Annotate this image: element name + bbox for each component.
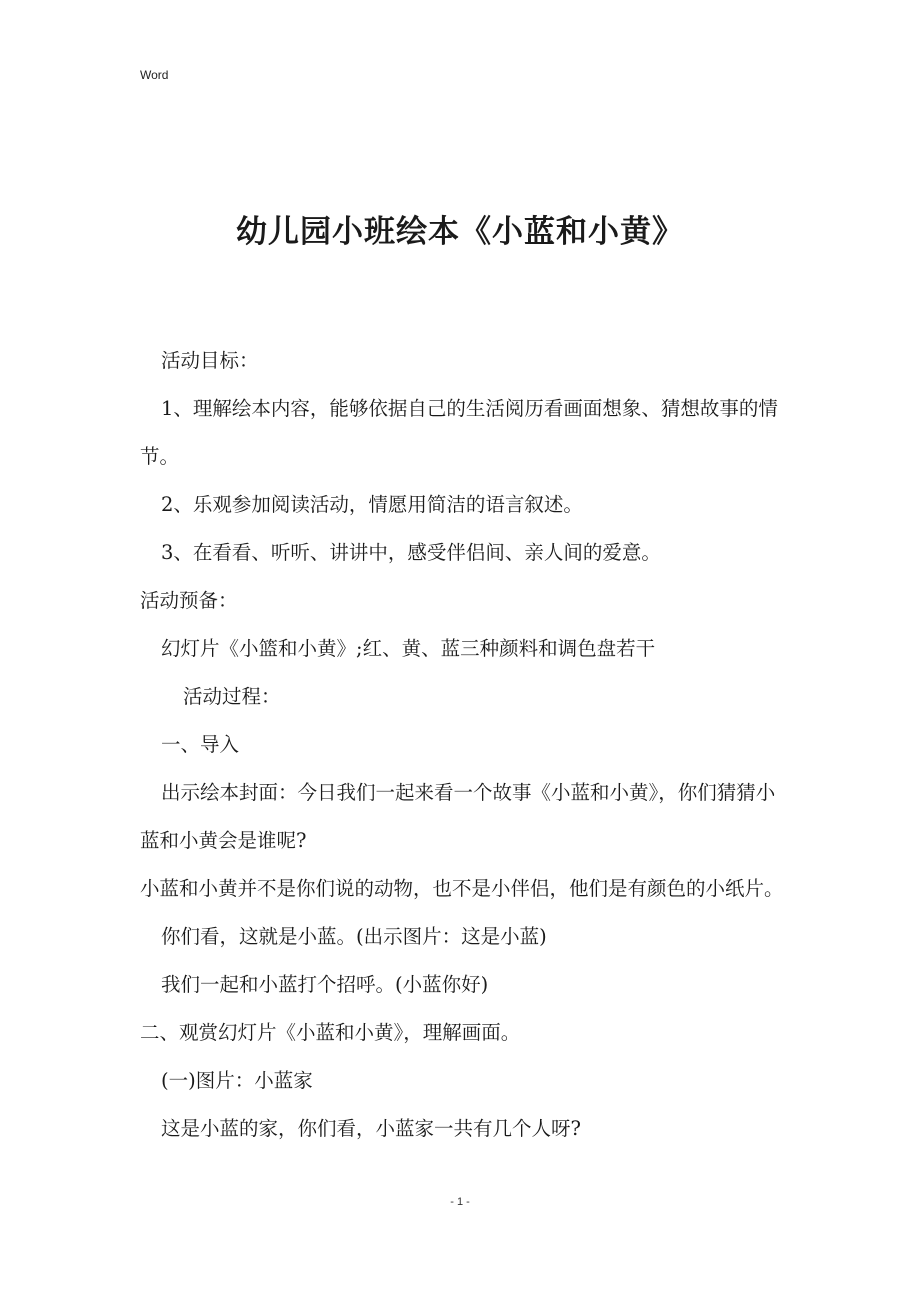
paragraph-preparation-heading: 活动预备：: [140, 589, 238, 612]
paragraph-show-cover: 出示绘本封面：今日我们一起来看一个故事《小蓝和小黄》，你们猜猜小蓝和小黄会是谁呢?: [140, 781, 776, 852]
document-body: [140, 337, 790, 1153]
paragraph-goal-1: 1、理解绘本内容，能够依据自己的生活阅历看画面想象、猜想故事的情节。: [140, 397, 778, 468]
paragraph-goal-3: 3、在看看、听听、讲讲中，感受伴侣间、亲人间的爱意。: [161, 541, 661, 564]
paragraph-section-slides: 二、观赏幻灯片《小蓝和小黄》，理解画面。: [140, 1021, 521, 1044]
paragraph-family-question: 这是小蓝的家，你们看，小蓝家一共有几个人呀?: [161, 1117, 581, 1140]
document-title: 幼儿园小班绘本《小蓝和小黄》: [236, 214, 684, 250]
paragraph-preparation-content: 幻灯片《小篮和小黄》;红、黄、蓝三种颜料和调色盘若干: [161, 637, 656, 660]
paragraph-process-heading: 活动过程：: [183, 685, 281, 708]
paragraph-color-paper: 小蓝和小黄并不是你们说的动物，也不是小伴侣，他们是有颜色的小纸片。: [140, 877, 784, 900]
paragraph-section-intro: 一、导入: [161, 733, 240, 756]
paragraph-picture-home: (一)图片：小蓝家: [161, 1069, 313, 1092]
paragraph-this-is-xiaolan: 你们看，这就是小蓝。(出示图片：这是小蓝): [161, 925, 547, 948]
paragraph-goal-2: 2、乐观参加阅读活动，情愿用简洁的语言叙述。: [161, 493, 583, 516]
paragraph-greet-xiaolan: 我们一起和小蓝打个招呼。(小蓝你好): [161, 973, 489, 996]
document-header-label: Word: [140, 68, 169, 82]
page-number: - 1 -: [450, 1196, 470, 1208]
paragraph-activity-goals-heading: 活动目标：: [161, 349, 259, 372]
